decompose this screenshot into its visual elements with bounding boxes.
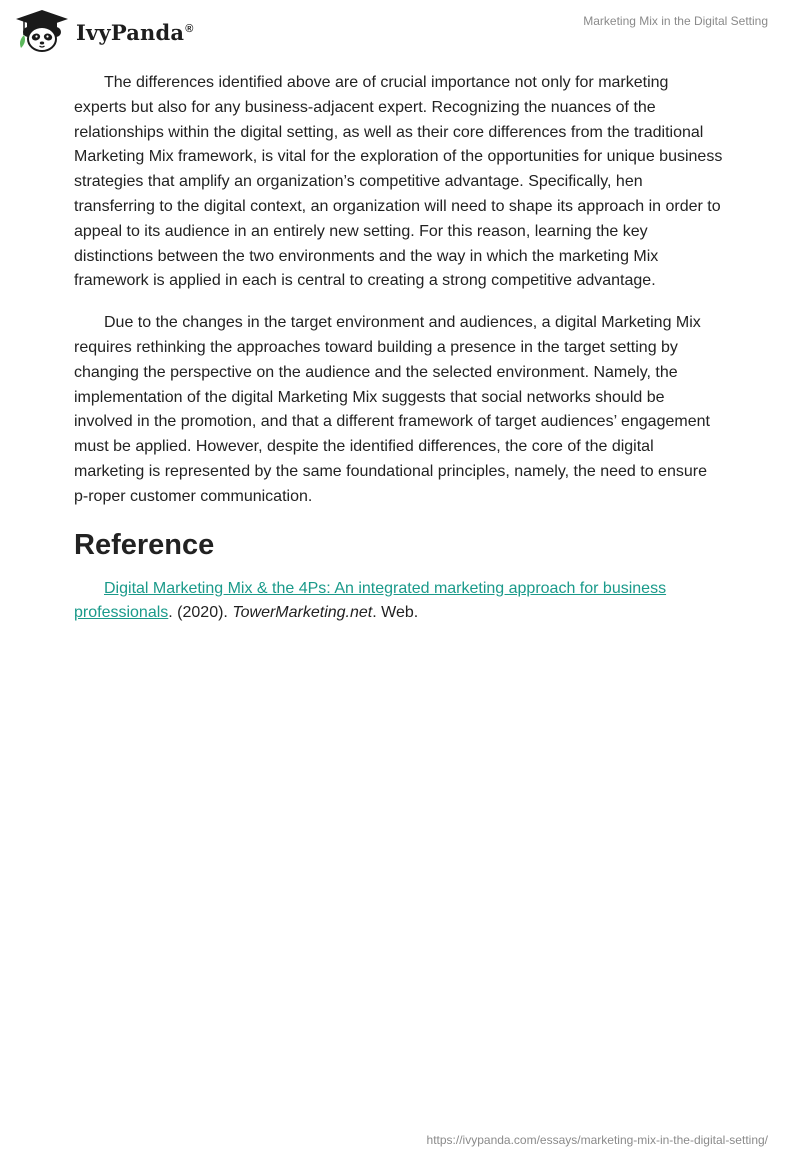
essay-content (74, 71, 724, 626)
body-paragraph: The differences identified above are of crucial importance not only for marketing experts but also for any business-adjacent expert. Recognizing the nuances of the relationships within the digital setting, as well as their core differences from the traditional Marketing Mix framework, is vital for the exploration of the opportunities for unique business strategies that amplify an organization’s competitive advantage. Specifically, hen transferring to the digital context, an organization will need to shape its approach in order to appeal to its audience in an entirely new setting. For this reason, learning the key distinctions between the two environments and the way in which the marketing Mix framework is applied in each is central to creating a strong competitive advantage. (74, 74, 723, 290)
reference-date: . (2020). (168, 604, 233, 622)
body-paragraph: Due to the changes in the target environment and audiences, a digital Marketing Mix requires rethinking the approaches toward building a presence in the target setting by changing the perspective on the audience and the selected environment. Namely, the implementation of the digital Marketing Mix suggests that social networks should be involved in the promotion, and that a different framework of target audiences’ engagement must be applied. However, despite the identified differences, the core of the digital marketing is represented by the same foundational principles, namely, the need to ensure p-roper customer communication. (74, 314, 710, 505)
registered-mark: ® (185, 22, 194, 35)
panda-graduation-cap-icon (14, 8, 70, 54)
footer-url: https://ivypanda.com/essays/marketing-mix-in-the-digital-setting/ (426, 1133, 768, 1147)
running-title: Marketing Mix in the Digital Setting (583, 14, 768, 28)
logo-wordmark (76, 20, 194, 45)
reference-heading: Reference (74, 528, 215, 561)
page-header (0, 0, 800, 60)
reference-source: TowerMarketing.net (232, 604, 373, 622)
logo-name: IvyPanda (76, 19, 185, 45)
reference-link[interactable]: Digital Marketing Mix & the 4Ps: An integrated marketing approach for business professionals (74, 579, 667, 622)
reference-suffix: . Web. (372, 604, 419, 622)
reference-entry (74, 577, 724, 627)
ivypanda-logo[interactable] (14, 8, 194, 54)
